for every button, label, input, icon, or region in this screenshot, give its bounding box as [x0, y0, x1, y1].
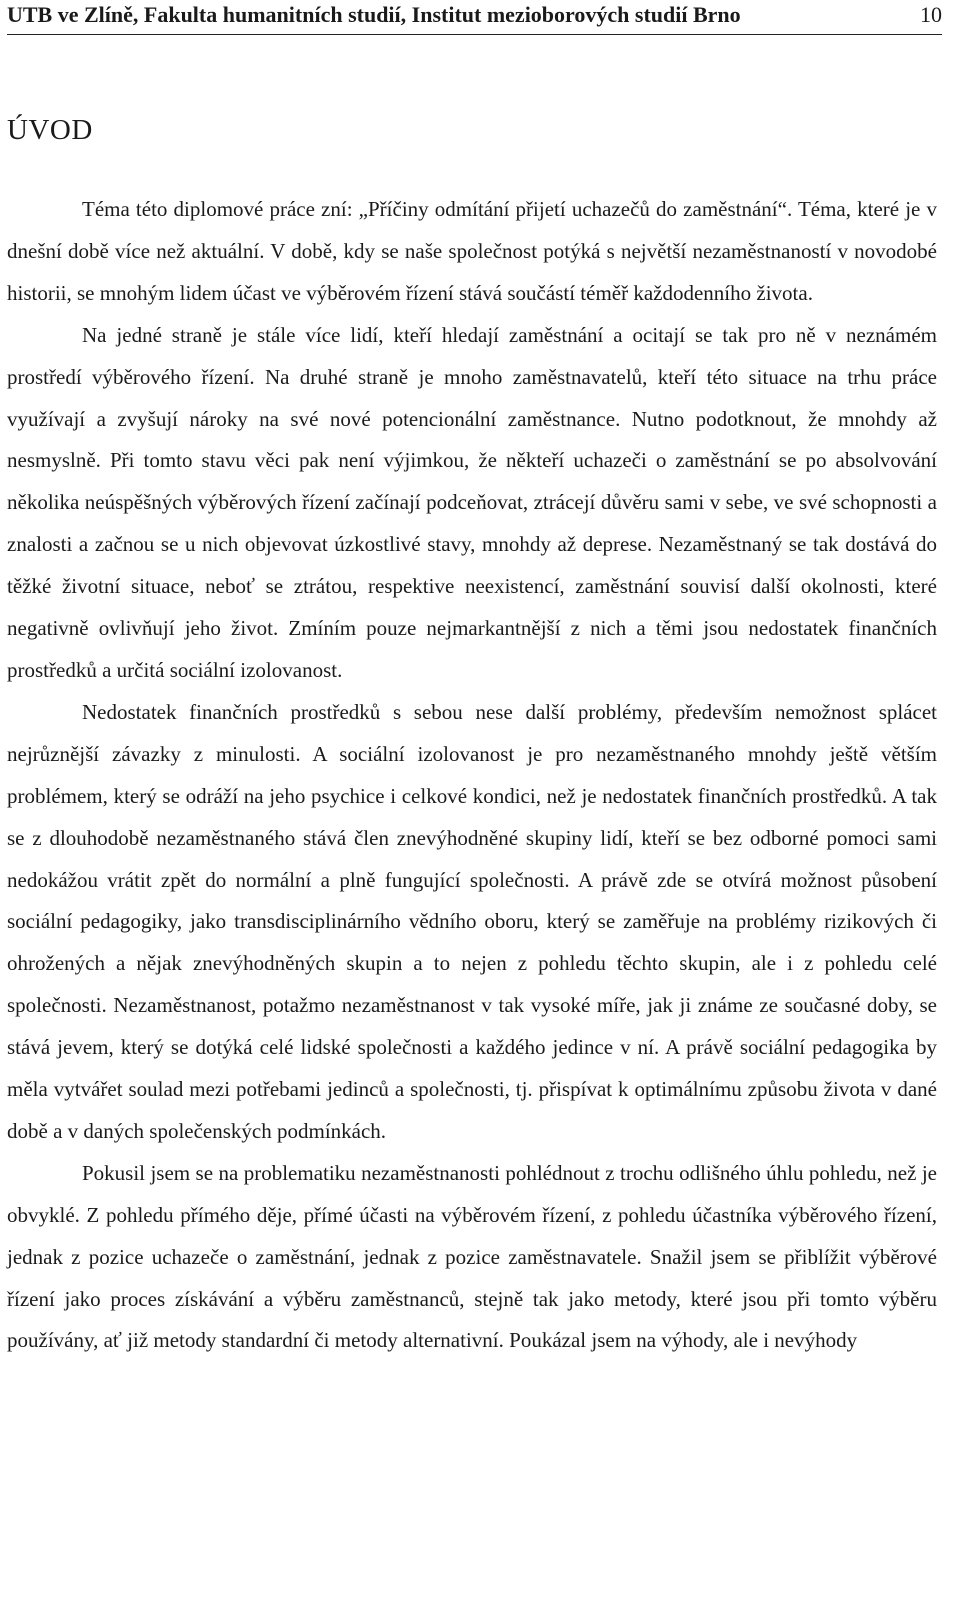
- body-text: [7, 189, 937, 1362]
- section-heading: ÚVOD: [7, 114, 93, 146]
- paragraph: Na jedné straně je stále více lidí, kteří hledají zaměstnání a ocitají se tak pro ně v neznámém prostředí výběrového řízení. Na druhé straně je mnoho zaměstnavatelů, kteří této situace na trhu práce využívají a zvyšují nároky na své nové potencionální zaměstnance. Nutno podotknout, že mnohdy až nesmyslně. Při tomto stavu věci pak není výjimkou, že někteří uchazeči o zaměstnání se po absolvování několika neúspěšných výběrových řízení začínají podceňovat, ztrácejí důvěru sami v sebe, ve své schopnosti a znalosti a začnou se u nich objevovat úzkostlivé stavy, mnohdy až deprese. Nezaměstnaný se tak dostává do těžké životní situace, neboť se ztrátou, respektive neexistencí, zaměstnání souvisí další okolnosti, které negativně ovlivňují jeho život. Zmíním pouze nejmarkantnější z nich a těmi jsou nedostatek finančních prostředků a určitá sociální izolovanost.: [7, 322, 937, 682]
- page-header: [7, 0, 942, 35]
- paragraph: Pokusil jsem se na problematiku nezaměstnanosti pohlédnout z trochu odlišného úhlu pohledu, než je obvyklé. Z pohledu přímého děje, přímé účasti na výběrovém řízení, z pohledu účastníka výběrového řízení, jednak z pozice uchazeče o zaměstnání, jednak z pozice zaměstnavatele. Snažil jsem se přiblížit výběrové řízení jako proces získávání a výběru zaměstnanců, stejně tak jako metody, které jsou při tomto výběru používány, ať již metody standardní či metody alternativní. Poukázal jsem na výhody, ale i nevýhody: [7, 1160, 937, 1353]
- page-number: 10: [920, 2, 942, 27]
- paragraph: Téma této diplomové práce zní: „Příčiny odmítání přijetí uchazečů do zaměstnání“. Téma, které je v dnešní době více než aktuální. V době, kdy se naše společnost potýká s největší nezaměstnaností v novodobé historii, se mnohým lidem účast ve výběrovém řízení stává součástí téměř každodenního života.: [7, 197, 937, 305]
- paragraph: Nedostatek finančních prostředků s sebou nese další problémy, především nemožnost splácet nejrůznější závazky z minulosti. A sociální izolovanost je pro nezaměstnaného mnohdy ještě větším problémem, který se odráží na jeho psychice i celkové kondici, než je nedostatek finančních prostředků. A tak se z dlouhodobě nezaměstnaného stává člen znevýhodněné skupiny lidí, kteří se bez odborné pomoci sami nedokážou vrátit zpět do normální a plně fungující společnosti. A právě zde se otvírá možnost působení sociální pedagogiky, jako transdisciplinárního vědního oboru, který se zaměřuje na problémy rizikových či ohrožených a nějak znevýhodněných skupin a to nejen z pohledu těchto skupin, ale i z pohledu celé společnosti. Nezaměstnanost, potažmo nezaměstnanost v tak vysoké míře, jak ji známe ze současné doby, se stává jevem, který se dotýká celé lidské společnosti a každého jedince v ní. A právě sociální pedagogika by měla vytvářet soulad mezi potřebami jedinců a společnosti, tj. přispívat k optimálnímu způsobu života v dané době a v daných společenských podmínkách.: [7, 699, 937, 1143]
- header-title: UTB ve Zlíně, Fakulta humanitních studií, Institut mezioborových studií Brno: [7, 2, 741, 27]
